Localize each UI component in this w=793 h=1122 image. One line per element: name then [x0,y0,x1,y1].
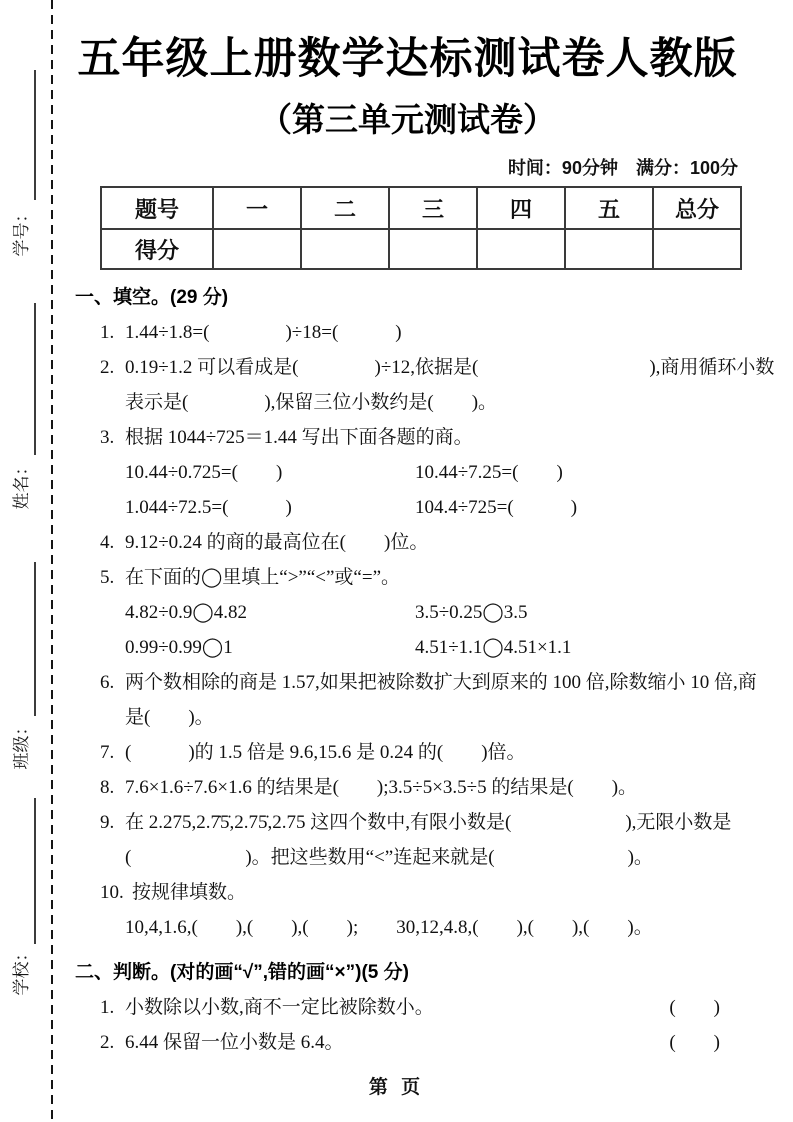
question-5-row2 [75,630,740,665]
question-text: 两个数相除的商是 1.57,如果把被除数扩大到原来的 100 倍,除数缩小 10 倍,商 [125,672,757,693]
judge-question-2 [75,1025,740,1060]
score-table-header-cell: 二 [301,187,389,229]
school-label: 学校： [12,944,31,996]
question-9-line2: ( )。把这些数用“<”连起来就是( )。 [125,847,653,868]
paper-subtitle: （第三单元测试卷） [259,101,556,138]
question-1 [75,315,740,350]
student-id-blank-line [34,70,36,200]
section2-heading: 二、判断。(对的画“√”,错的画“×”)(5 分) [75,962,409,983]
cut-dashed-line [51,0,53,1122]
question-5-item-c: 0.99÷0.99◯1 [125,637,233,658]
judge-question-text [100,990,434,1025]
question-6-line2: 是( )。 [125,707,214,728]
score-table-score-row [101,229,741,269]
question-text: 9.12÷0.24 的商的最高位在( )位。 [125,532,429,553]
question-text: 6.44 保留一位小数是 6.4。 [125,1032,344,1053]
score-table-header-cell: 总分 [653,187,741,229]
score-cell-empty [565,229,653,269]
question-number: 5. [100,567,115,588]
question-3-intro [75,420,740,455]
question-text: 根据 1044÷725＝1.44 写出下面各题的商。 [125,427,473,448]
question-5-item-d: 4.51÷1.1◯4.51×1.1 [415,637,572,658]
question-5-row1 [75,595,740,630]
score-table-header-row [101,187,741,229]
question-2-line1 [75,350,775,385]
question-number: 2. [100,357,115,378]
question-text: 7.6×1.6÷7.6×1.6 的结果是( );3.5÷5×3.5÷5 的结果是( )。 [125,777,638,798]
time-score-info: 时间：90分钟 满分：100分 [507,158,738,178]
question-number: 2. [100,1032,115,1053]
question-3-item-d: 104.4÷725=( ) [415,497,578,518]
question-7 [75,735,740,770]
question-number: 8. [100,777,115,798]
judge-question-text [100,1025,344,1060]
score-table-header-cell: 五 [565,187,653,229]
question-9-line1 [75,805,740,840]
question-text: 按规律填数。 [132,882,247,903]
score-cell-empty [477,229,565,269]
judge-answer-blank: ( ) [669,1032,720,1053]
school-blank-line [34,798,36,944]
question-8 [75,770,740,805]
class-blank-line [34,562,36,716]
question-4 [75,525,740,560]
question-number: 7. [100,742,115,763]
question-number: 10. [100,882,124,903]
question-text: 1.44÷1.8=( )÷18=( ) [125,322,402,343]
question-text: 0.19÷1.2 可以看成是( )÷12,依据是( ),商用循环小数 [125,357,775,378]
question-5-item-a: 4.82÷0.9◯4.82 [125,602,247,623]
score-cell-empty [389,229,477,269]
question-6-line1 [75,665,757,700]
paper-title: 五年级上册数学达标测试卷人教版 [77,35,738,83]
score-table-header-cell: 四 [477,187,565,229]
question-text: 在 2.275,2.7̇5̇,2.75̇,2.75 这四个数中,有限小数是( ),无限小数是 [125,812,732,833]
section1-heading: 一、填空。(29 分) [75,287,229,308]
main-content [75,0,775,1060]
question-3-item-c: 1.044÷72.5=( ) [125,497,292,518]
question-number: 3. [100,427,115,448]
question-5-intro [75,560,740,595]
score-table-header-cell: 三 [389,187,477,229]
question-number: 6. [100,672,115,693]
question-number: 1. [100,322,115,343]
question-text: 小数除以小数,商不一定比被除数小。 [125,997,434,1018]
question-3-row1 [75,455,740,490]
score-table-header-cell: 一 [213,187,301,229]
score-row-label: 得分 [101,229,213,269]
question-number: 9. [100,812,115,833]
name-label: 姓名： [12,458,31,510]
question-text: ( )的 1.5 倍是 9.6,15.6 是 0.24 的( )倍。 [125,742,526,763]
question-number: 4. [100,532,115,553]
judge-answer-blank: ( ) [669,997,720,1018]
question-10-intro [75,875,740,910]
name-blank-line [34,303,36,455]
judge-question-1 [75,990,740,1025]
class-label: 班级： [12,718,31,770]
score-cell-empty [653,229,741,269]
question-number: 1. [100,997,115,1018]
question-3-item-a: 10.44÷0.725=( ) [125,462,283,483]
question-3-item-b: 10.44÷7.25=( ) [415,462,563,483]
page-footer: 第 页 [368,1077,425,1098]
question-3-row2 [75,490,740,525]
score-table-header-cell: 题号 [101,187,213,229]
question-2-line2: 表示是( ),保留三位小数约是( )。 [125,392,498,413]
question-text: 在下面的◯里填上“>”“<”或“=”。 [125,567,401,588]
student-id-label: 学号： [12,205,31,257]
question-5-item-b: 3.5÷0.25◯3.5 [415,602,528,623]
score-cell-empty [213,229,301,269]
score-cell-empty [301,229,389,269]
score-table [100,186,742,270]
question-10-data-line: 10,4,1.6,( ),( ),( ); 30,12,4.8,( ),( ),( )。 [125,917,653,938]
